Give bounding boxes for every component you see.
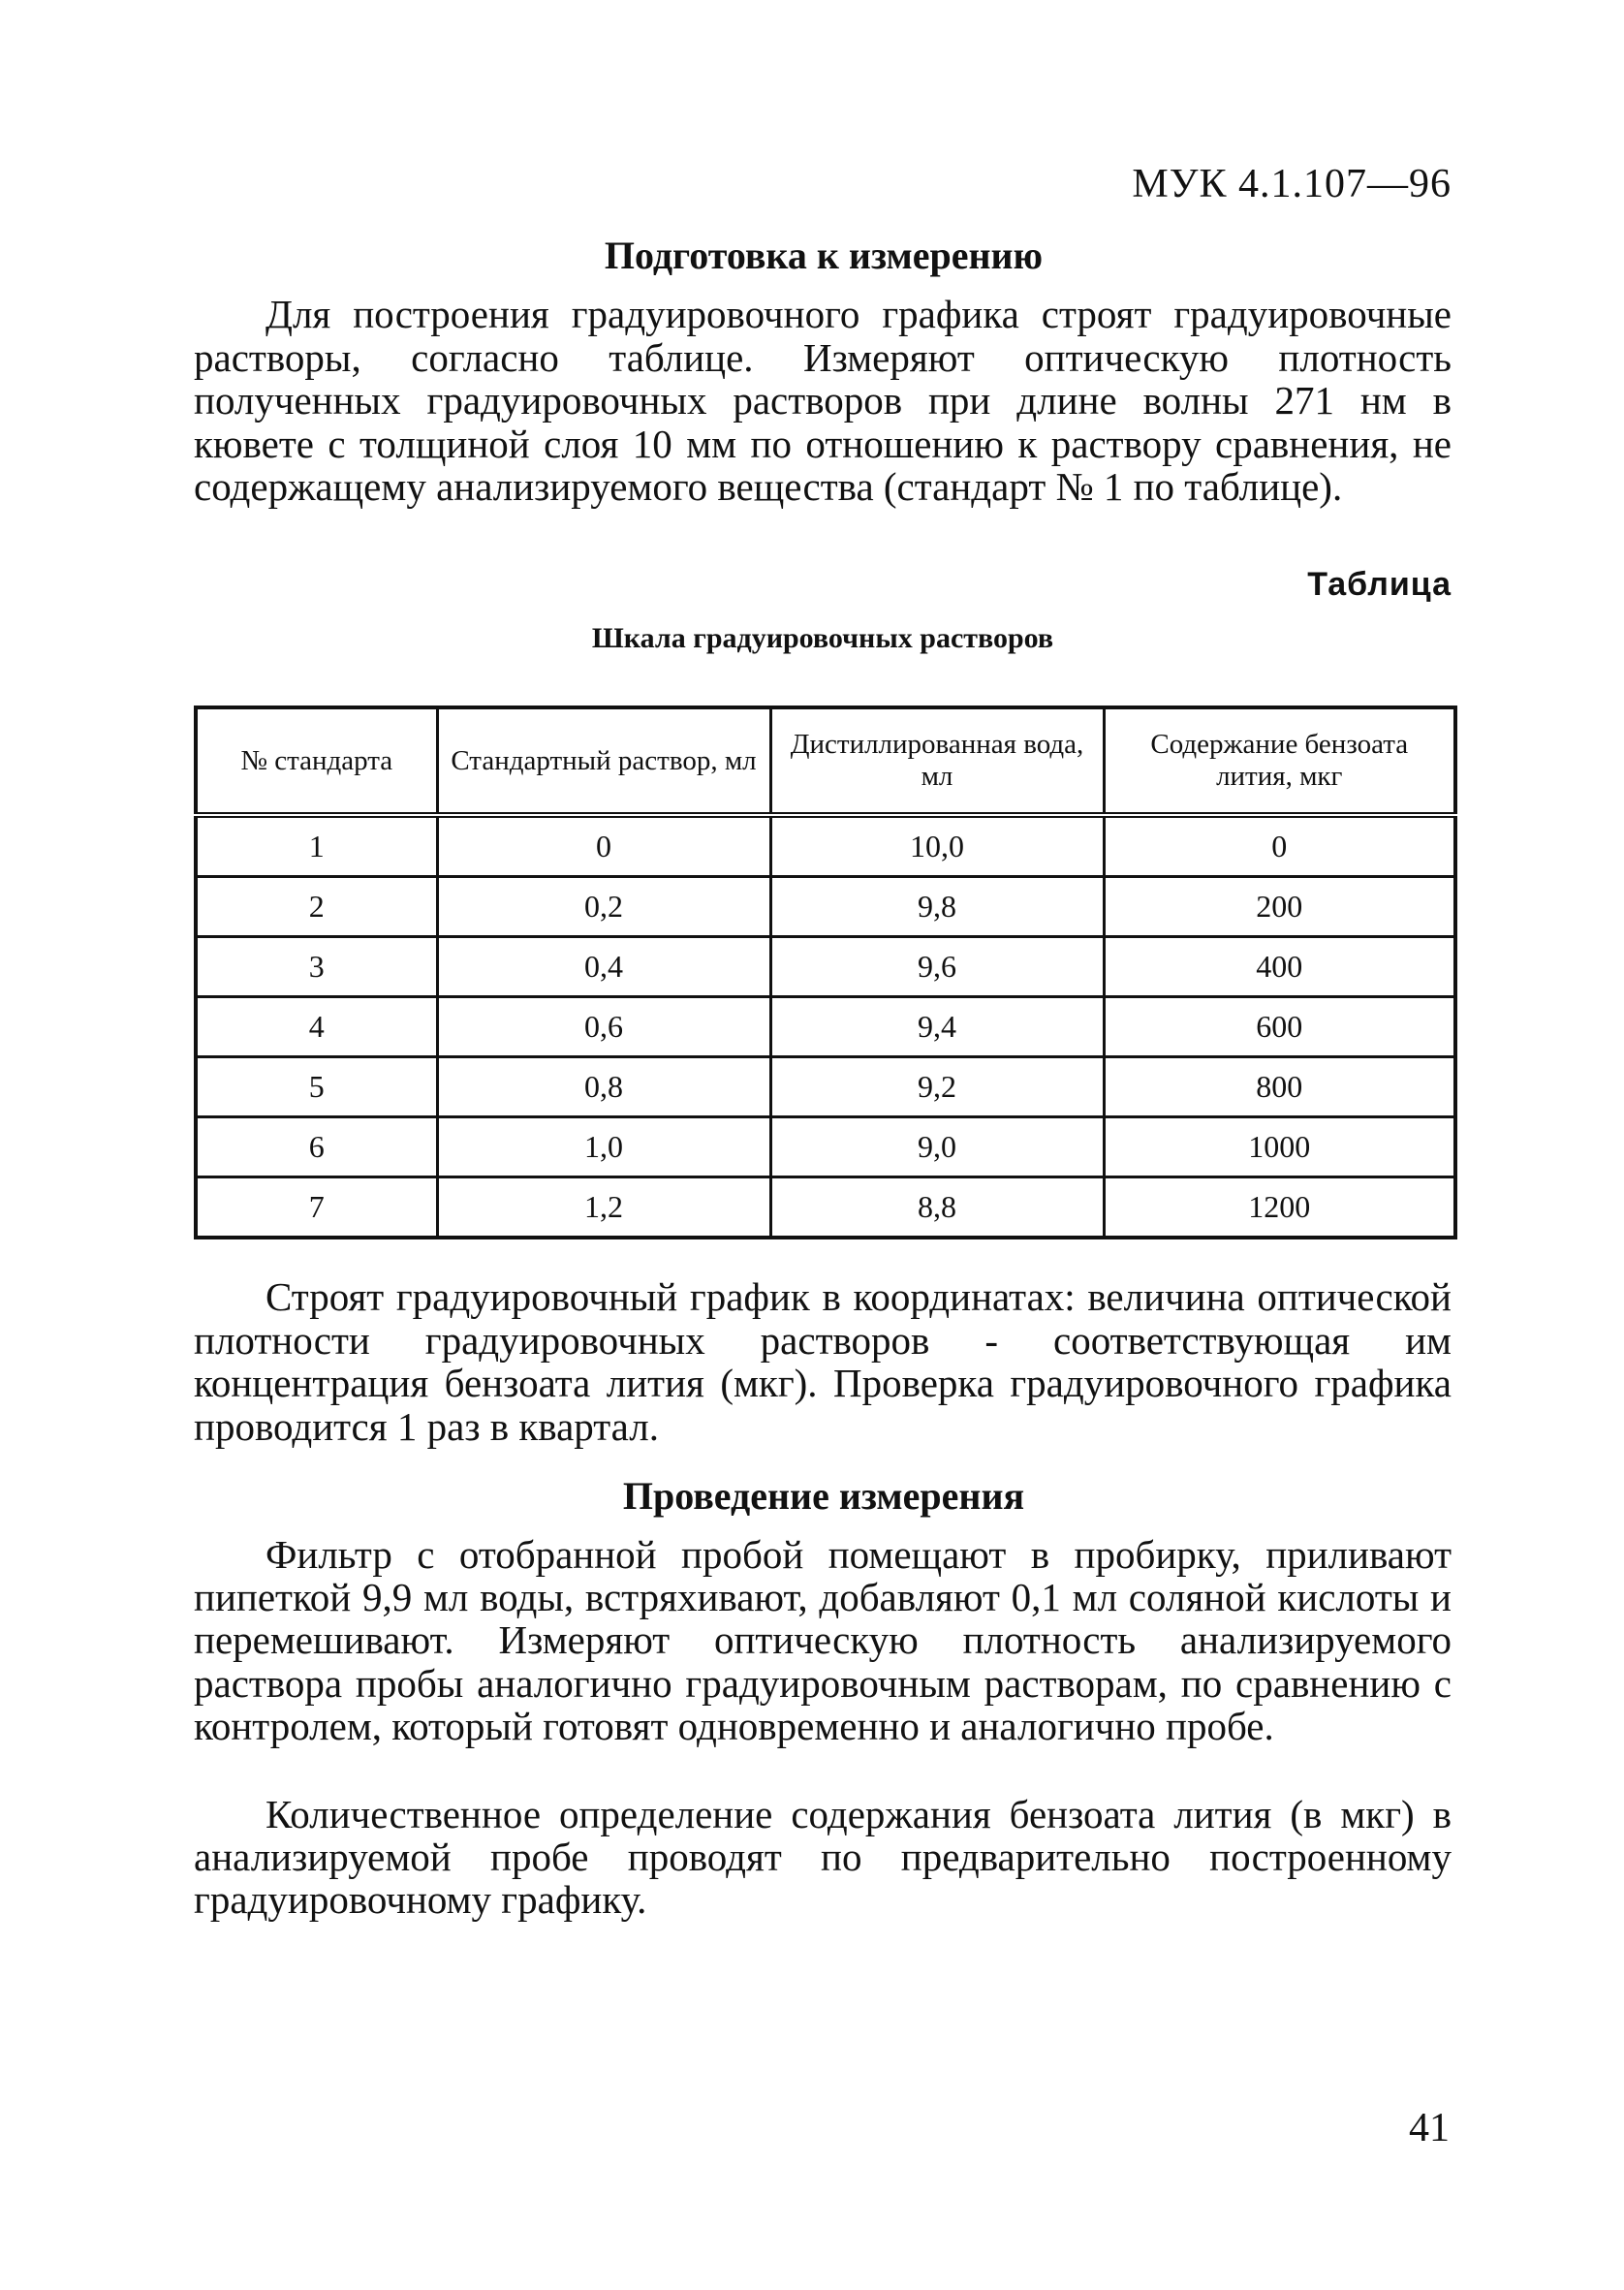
cell-distilled-water: 9,8 [770, 877, 1104, 937]
cell-distilled-water: 10,0 [770, 815, 1104, 877]
section-title-measurement: Проведение измерения [622, 1474, 1025, 1518]
table-row [196, 1117, 1455, 1177]
cell-standard-solution: 0,2 [437, 877, 770, 937]
calibration-table [194, 706, 1457, 1239]
table-row [196, 1057, 1455, 1117]
header-standard-number: № стандарта [196, 707, 437, 815]
cell-standard-solution: 0,8 [437, 1057, 770, 1117]
header-distilled-water: Дистиллированная вода, мл [770, 707, 1104, 815]
cell-standard-number: 7 [196, 1177, 437, 1239]
cell-standard-solution: 0,6 [437, 997, 770, 1057]
cell-distilled-water: 9,6 [770, 937, 1104, 997]
page-number: 41 [1409, 2106, 1450, 2150]
header-standard-solution: Стандартный раствор, мл [437, 707, 770, 815]
cell-content: 200 [1104, 877, 1455, 937]
cell-standard-number: 4 [196, 997, 437, 1057]
cell-content: 1000 [1104, 1117, 1455, 1177]
table-row [196, 997, 1455, 1057]
cell-standard-number: 5 [196, 1057, 437, 1117]
cell-standard-number: 2 [196, 877, 437, 937]
paragraph-quantification: Количественное определение содержания бензоата лития (в мкг) в анализируемой пробе проводят по предварительно построенному градуировочному графику. [194, 1792, 1452, 1923]
cell-standard-number: 1 [196, 815, 437, 877]
cell-standard-number: 6 [196, 1117, 437, 1177]
table-header-row [196, 707, 1455, 815]
section-title-preparation: Подготовка к измерению [604, 234, 1044, 277]
cell-distilled-water: 9,0 [770, 1117, 1104, 1177]
table-row [196, 1177, 1455, 1239]
cell-standard-solution: 0,4 [437, 937, 770, 997]
cell-standard-number: 3 [196, 937, 437, 997]
paragraph-calibration-graph: Строят градуировочный график в координатах: величина оптической плотности градуировочных растворов - соответствующая им концентрация бензоата лития (мкг). Проверка градуировочного графика проводится 1 раз в квартал. [194, 1274, 1452, 1449]
cell-content: 400 [1104, 937, 1455, 997]
paragraph-preparation: Для построения градуировочного графика строят градуировочные растворы, согласно таблице. Измеряют оптическую плотность полученных градуировочных растворов при длине волны 271 нм в кювете с толщиной слоя 10 мм по отношению к раствору сравнения, не содержащему анализируемого вещества (стандарт № 1 по таблице). [194, 292, 1452, 509]
table-row [196, 815, 1455, 877]
cell-standard-solution: 0 [437, 815, 770, 877]
table-row [196, 937, 1455, 997]
cell-content: 0 [1104, 815, 1455, 877]
cell-content: 600 [1104, 997, 1455, 1057]
cell-distilled-water: 9,4 [770, 997, 1104, 1057]
table-title: Шкала градуировочных растворов [591, 622, 1054, 654]
cell-standard-solution: 1,0 [437, 1117, 770, 1177]
header-lithium-benzoate-content: Содержание бензоата лития, мкг [1104, 707, 1455, 815]
cell-standard-solution: 1,2 [437, 1177, 770, 1239]
table-row [196, 877, 1455, 937]
cell-distilled-water: 9,2 [770, 1057, 1104, 1117]
paragraph-measurement-procedure: Фильтр с отобранной пробой помещают в пробирку, приливают пипеткой 9,9 мл воды, встряхивают, добавляют 0,1 мл соляной кислоты и перемешивают. Измеряют оптическую плотность анализируемого раствора пробы аналогично градуировочным растворам, по сравнению с контролем, который готовят одновременно и аналогично пробе. [194, 1532, 1452, 1748]
table-label: Таблица [1307, 566, 1452, 603]
cell-content: 800 [1104, 1057, 1455, 1117]
document-code: МУК 4.1.107—96 [1132, 162, 1452, 206]
cell-content: 1200 [1104, 1177, 1455, 1239]
cell-distilled-water: 8,8 [770, 1177, 1104, 1239]
